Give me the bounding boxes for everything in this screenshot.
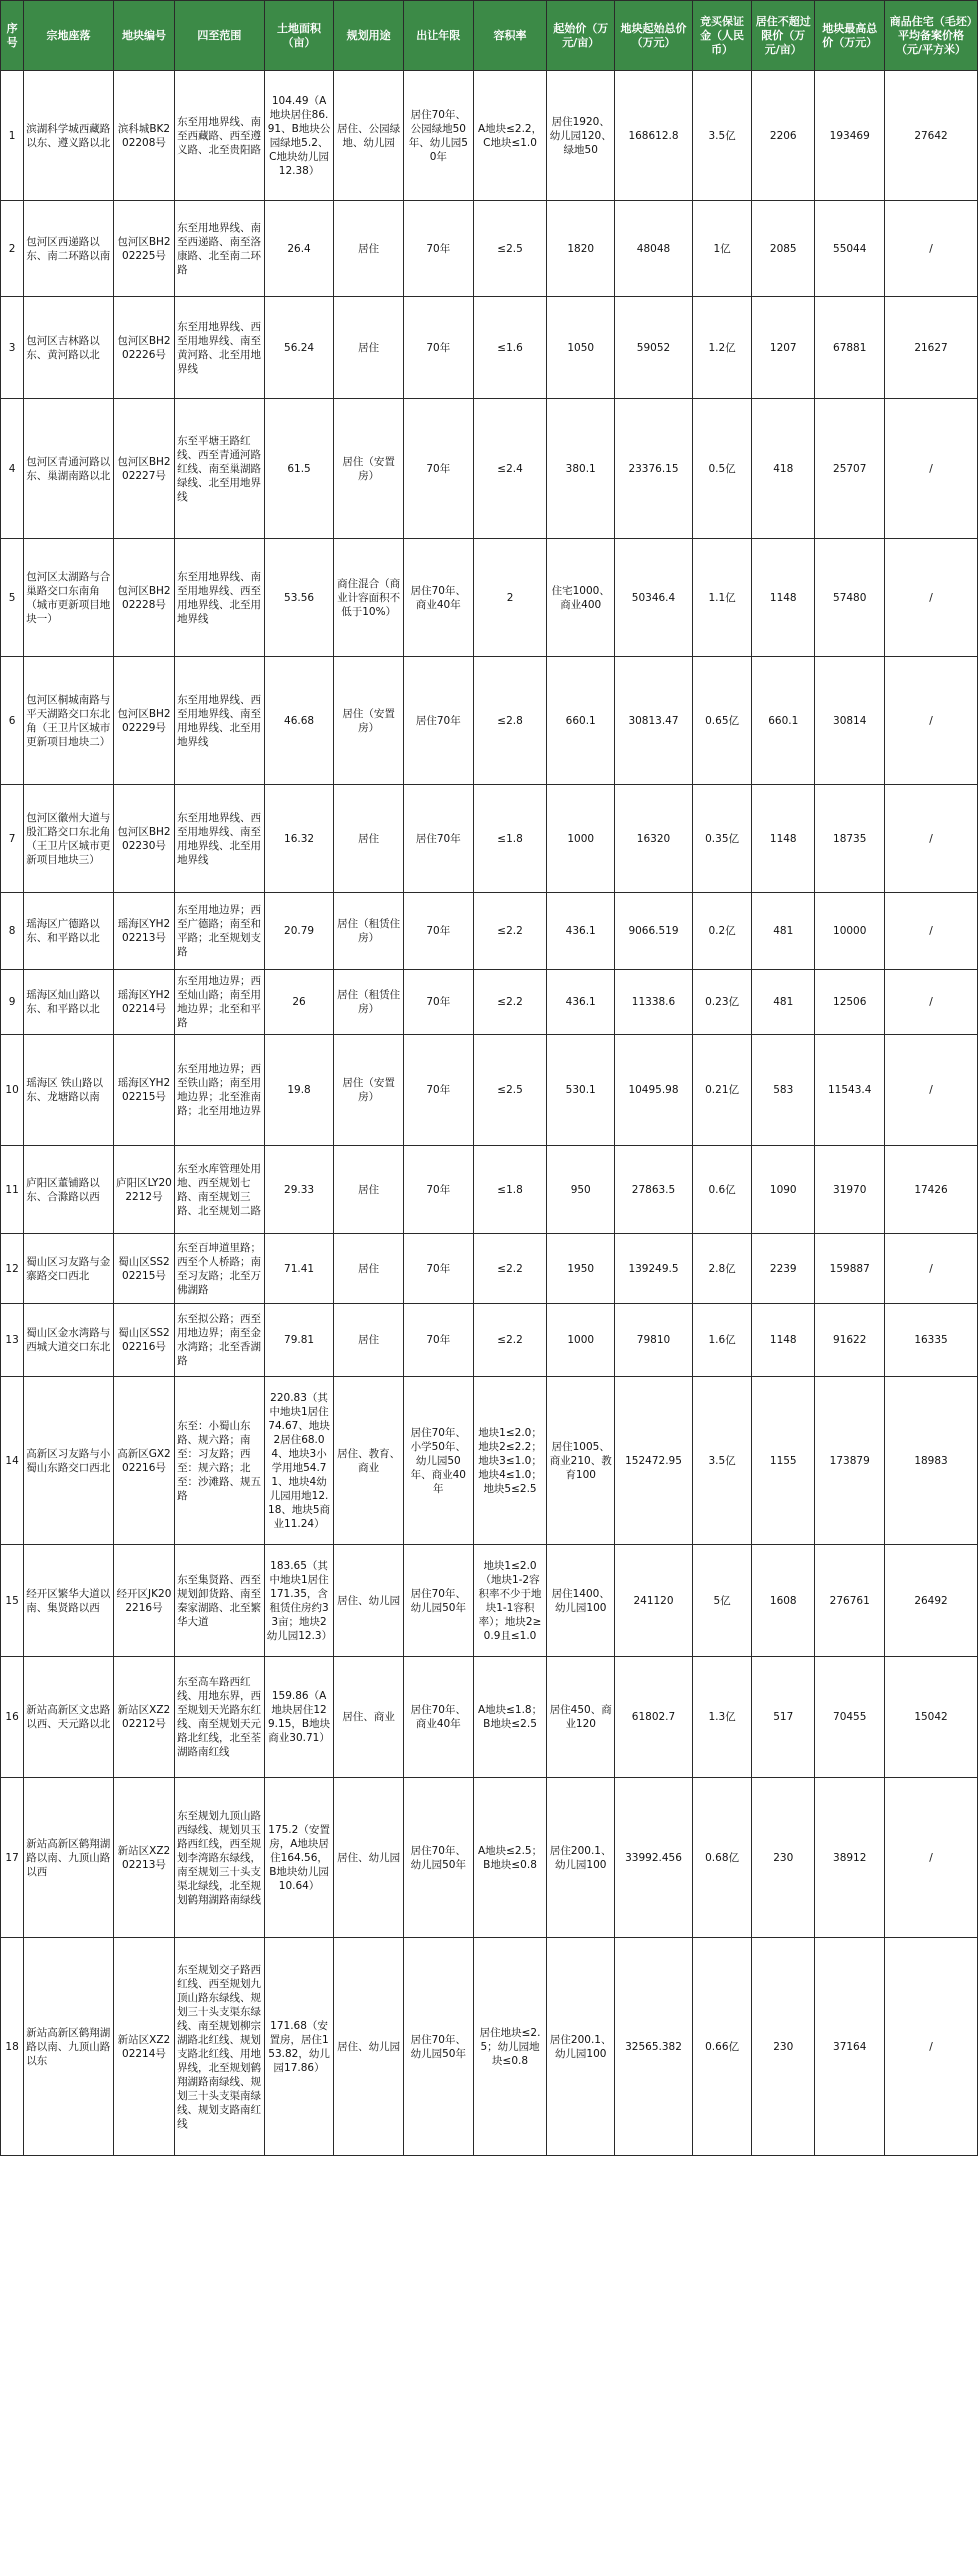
cell-avg-price: 18983 [885, 1377, 978, 1545]
cell-years: 70年 [403, 201, 473, 297]
cell-far: ≤2.8 [473, 657, 547, 785]
cell-use: 居住、幼儿园 [334, 1545, 404, 1657]
cell-far: ≤2.5 [473, 1035, 547, 1146]
cell-start-total: 16320 [614, 785, 692, 893]
cell-use: 居住、幼儿园 [334, 1778, 404, 1938]
cell-far: ≤1.6 [473, 297, 547, 399]
cell-years: 居住70年 [403, 785, 473, 893]
header-row [1, 1, 978, 71]
cell-deposit: 0.6亿 [693, 1146, 752, 1234]
cell-deposit: 5亿 [693, 1545, 752, 1657]
cell-bounds: 东至用地界线、西至用地界线、南至用地界线、北至用地界线 [175, 657, 265, 785]
cell-location: 蜀山区金水湾路与西城大道交口东北 [24, 1304, 114, 1377]
table-row [1, 1657, 978, 1778]
cell-no: 3 [1, 297, 24, 399]
cell-start-total: 139249.5 [614, 1234, 692, 1304]
cell-area: 71.41 [264, 1234, 334, 1304]
cell-code: 瑶海区YH202215号 [113, 1035, 174, 1146]
table-row [1, 1304, 978, 1377]
cell-cap-price: 2085 [752, 201, 815, 297]
cell-far: A地块≤2.5；B地块≤0.8 [473, 1778, 547, 1938]
cell-location: 包河区徽州大道与殷汇路交口东北角（王卫片区城市更新项目地块三） [24, 785, 114, 893]
header-deposit: 竞买保证金（人民币） [693, 1, 752, 71]
cell-start-total: 32565.382 [614, 1938, 692, 2156]
cell-use: 居住、教育、商业 [334, 1377, 404, 1545]
cell-start-price: 居住200.1、幼儿园100 [547, 1778, 615, 1938]
cell-max-total: 38912 [815, 1778, 885, 1938]
cell-avg-price: / [885, 893, 978, 970]
cell-location: 包河区西递路以东、南二环路以南 [24, 201, 114, 297]
table-row [1, 970, 978, 1035]
cell-cap-price: 2239 [752, 1234, 815, 1304]
cell-years: 70年 [403, 297, 473, 399]
cell-no: 15 [1, 1545, 24, 1657]
cell-avg-price: 16335 [885, 1304, 978, 1377]
cell-no: 10 [1, 1035, 24, 1146]
cell-start-price: 住宅1000、商业400 [547, 539, 615, 657]
cell-use: 居住、商业 [334, 1657, 404, 1778]
cell-bounds: 东至用地界线、南至用地界线、西至用地界线、北至用地界线 [175, 539, 265, 657]
cell-deposit: 1.3亿 [693, 1657, 752, 1778]
cell-area: 26.4 [264, 201, 334, 297]
cell-max-total: 67881 [815, 297, 885, 399]
cell-location: 新站高新区鹤翔湖路以南、九顶山路以西 [24, 1778, 114, 1938]
cell-max-total: 18735 [815, 785, 885, 893]
cell-start-total: 48048 [614, 201, 692, 297]
cell-start-price: 居住200.1、幼儿园100 [547, 1938, 615, 2156]
cell-max-total: 30814 [815, 657, 885, 785]
cell-code: 蜀山区SS202215号 [113, 1234, 174, 1304]
cell-avg-price: / [885, 970, 978, 1035]
cell-use: 居住 [334, 297, 404, 399]
cell-avg-price: / [885, 785, 978, 893]
cell-use: 居住 [334, 201, 404, 297]
cell-use: 居住（安置房） [334, 1035, 404, 1146]
cell-years: 70年 [403, 1146, 473, 1234]
cell-far: A地块≤2.2，C地块≤1.0 [473, 71, 547, 201]
table-row [1, 539, 978, 657]
cell-years: 居住70年、幼儿园50年 [403, 1545, 473, 1657]
cell-years: 居住70年、小学50年、幼儿园50年、商业40年 [403, 1377, 473, 1545]
cell-area: 104.49（A地块居住86.91、B地块公园绿地5.2、C地块幼儿园12.38） [264, 71, 334, 201]
cell-start-total: 59052 [614, 297, 692, 399]
cell-no: 14 [1, 1377, 24, 1545]
cell-no: 17 [1, 1778, 24, 1938]
cell-start-total: 152472.95 [614, 1377, 692, 1545]
cell-code: 瑶海区YH202214号 [113, 970, 174, 1035]
cell-start-price: 1950 [547, 1234, 615, 1304]
cell-years: 居住70年 [403, 657, 473, 785]
table-row [1, 893, 978, 970]
cell-area: 220.83（其中地块1居住74.67、地块2居住68.04、地块3小学用地54.71、地块4幼儿园用地12.18、地块5商业11.24） [264, 1377, 334, 1545]
table-row [1, 201, 978, 297]
cell-code: 包河区BH202227号 [113, 399, 174, 539]
cell-start-total: 11338.6 [614, 970, 692, 1035]
cell-cap-price: 1207 [752, 297, 815, 399]
cell-far: ≤2.2 [473, 970, 547, 1035]
cell-avg-price: / [885, 1938, 978, 2156]
cell-max-total: 276761 [815, 1545, 885, 1657]
cell-start-price: 1820 [547, 201, 615, 297]
cell-area: 16.32 [264, 785, 334, 893]
cell-no: 1 [1, 71, 24, 201]
cell-start-price: 1000 [547, 785, 615, 893]
cell-years: 居住70年、公园绿地50年、幼儿园50年 [403, 71, 473, 201]
cell-start-price: 436.1 [547, 970, 615, 1035]
cell-deposit: 1.2亿 [693, 297, 752, 399]
cell-bounds: 东至百坤道里路；西至个人桥路；南至习友路；北至万佛湖路 [175, 1234, 265, 1304]
cell-far: 地块1≤2.0（地块1-2容积率不少于地块1-1容积率）；地块2≥0.9且≤1.0 [473, 1545, 547, 1657]
cell-area: 61.5 [264, 399, 334, 539]
cell-code: 新站区XZ202214号 [113, 1938, 174, 2156]
cell-deposit: 0.66亿 [693, 1938, 752, 2156]
cell-start-total: 50346.4 [614, 539, 692, 657]
cell-avg-price: / [885, 1234, 978, 1304]
cell-bounds: 东至拟公路；西至用地边界；南至金水湾路；北至香湖路 [175, 1304, 265, 1377]
cell-deposit: 0.65亿 [693, 657, 752, 785]
cell-location: 新站高新区鹤翔湖路以南、九顶山路以东 [24, 1938, 114, 2156]
cell-deposit: 0.2亿 [693, 893, 752, 970]
cell-years: 居住70年、商业40年 [403, 539, 473, 657]
cell-cap-price: 481 [752, 893, 815, 970]
cell-code: 包河区BH202230号 [113, 785, 174, 893]
cell-no: 2 [1, 201, 24, 297]
cell-max-total: 37164 [815, 1938, 885, 2156]
cell-avg-price: 27642 [885, 71, 978, 201]
cell-years: 70年 [403, 1035, 473, 1146]
cell-bounds: 东至平塘王路红线、西至青通河路红线、南至巢湖路绿线、北至用地界线 [175, 399, 265, 539]
cell-area: 175.2（安置房，A地块居住164.56，B地块幼儿园10.64） [264, 1778, 334, 1938]
cell-start-total: 61802.7 [614, 1657, 692, 1778]
cell-max-total: 193469 [815, 71, 885, 201]
cell-area: 19.8 [264, 1035, 334, 1146]
cell-location: 包河区太湖路与合巢路交口东南角（城市更新项目地块一） [24, 539, 114, 657]
cell-cap-price: 2206 [752, 71, 815, 201]
cell-location: 瑶海区 铁山路以东、龙塘路以南 [24, 1035, 114, 1146]
cell-max-total: 173879 [815, 1377, 885, 1545]
cell-start-total: 241120 [614, 1545, 692, 1657]
table-row [1, 71, 978, 201]
cell-location: 蜀山区习友路与金寨路交口西北 [24, 1234, 114, 1304]
cell-code: 包河区BH202226号 [113, 297, 174, 399]
table-row [1, 1146, 978, 1234]
header-avg-price: 商品住宅（毛坯）平均备案价格（元/平方米） [885, 1, 978, 71]
cell-no: 4 [1, 399, 24, 539]
cell-cap-price: 517 [752, 1657, 815, 1778]
cell-far: 2 [473, 539, 547, 657]
cell-far: ≤2.2 [473, 1304, 547, 1377]
cell-start-total: 33992.456 [614, 1778, 692, 1938]
cell-use: 居住（租赁住房） [334, 893, 404, 970]
cell-no: 18 [1, 1938, 24, 2156]
header-location: 宗地座落 [24, 1, 114, 71]
cell-code: 高新区GX202216号 [113, 1377, 174, 1545]
table-row [1, 1377, 978, 1545]
cell-code: 经开区JK202216号 [113, 1545, 174, 1657]
cell-max-total: 70455 [815, 1657, 885, 1778]
cell-area: 171.68（安置房，居住153.82，幼儿园17.86） [264, 1938, 334, 2156]
header-use: 规划用途 [334, 1, 404, 71]
cell-years: 70年 [403, 1234, 473, 1304]
cell-cap-price: 418 [752, 399, 815, 539]
header-start-total: 地块起始总价（万元） [614, 1, 692, 71]
header-no: 序号 [1, 1, 24, 71]
table-body [1, 71, 978, 2156]
cell-use: 商住混合（商业计容面积不低于10%） [334, 539, 404, 657]
cell-cap-price: 1148 [752, 539, 815, 657]
cell-start-price: 950 [547, 1146, 615, 1234]
cell-cap-price: 230 [752, 1778, 815, 1938]
cell-use: 居住、幼儿园 [334, 1938, 404, 2156]
table-row [1, 1778, 978, 1938]
cell-avg-price: / [885, 539, 978, 657]
cell-far: A地块≤1.8；B地块≤2.5 [473, 1657, 547, 1778]
cell-start-price: 居住1400、幼儿园100 [547, 1545, 615, 1657]
cell-use: 居住 [334, 1234, 404, 1304]
cell-years: 70年 [403, 1304, 473, 1377]
cell-bounds: 东至用地界线、西至用地界线、南至用地界线、北至用地界线 [175, 785, 265, 893]
cell-no: 16 [1, 1657, 24, 1778]
cell-avg-price: / [885, 1778, 978, 1938]
header-bounds: 四至范围 [175, 1, 265, 71]
cell-far: ≤2.2 [473, 893, 547, 970]
cell-start-price: 380.1 [547, 399, 615, 539]
table-row [1, 1545, 978, 1657]
cell-location: 高新区习友路与小蜀山东路交口西北 [24, 1377, 114, 1545]
cell-code: 庐阳区LY202212号 [113, 1146, 174, 1234]
header-code: 地块编号 [113, 1, 174, 71]
cell-max-total: 31970 [815, 1146, 885, 1234]
cell-no: 7 [1, 785, 24, 893]
header-area: 土地面积（亩） [264, 1, 334, 71]
cell-avg-price: / [885, 201, 978, 297]
cell-avg-price: 15042 [885, 1657, 978, 1778]
cell-no: 5 [1, 539, 24, 657]
cell-start-total: 168612.8 [614, 71, 692, 201]
cell-start-price: 居住1005、商业210、教育100 [547, 1377, 615, 1545]
cell-code: 滨科城BK202208号 [113, 71, 174, 201]
cell-area: 56.24 [264, 297, 334, 399]
table-row [1, 399, 978, 539]
cell-deposit: 2.8亿 [693, 1234, 752, 1304]
cell-years: 居住70年、幼儿园50年 [403, 1778, 473, 1938]
cell-start-total: 79810 [614, 1304, 692, 1377]
table-row [1, 657, 978, 785]
cell-avg-price: / [885, 1035, 978, 1146]
cell-area: 26 [264, 970, 334, 1035]
cell-start-total: 10495.98 [614, 1035, 692, 1146]
header-years: 出让年限 [403, 1, 473, 71]
cell-deposit: 0.5亿 [693, 399, 752, 539]
cell-bounds: 东至规划交子路西红线、西至规划九顶山路东绿线、规划三十头支渠东绿线、南至规划柳宗湖路北红线、规划支路北红线、用地界线，北至规划鹤翔湖路南绿线、规划三十头支渠南绿线、规划支路南红线 [175, 1938, 265, 2156]
cell-location: 包河区桐城南路与平天湖路交口东北角（王卫片区城市更新项目地块二） [24, 657, 114, 785]
cell-avg-price: 17426 [885, 1146, 978, 1234]
cell-bounds: 东至规划九顶山路西绿线、规划贝玉路西红线，西至规划李湾路东绿线，南至规划三十头支渠北绿线，北至规划鹤翔湖路南绿线 [175, 1778, 265, 1938]
cell-max-total: 55044 [815, 201, 885, 297]
cell-deposit: 0.35亿 [693, 785, 752, 893]
cell-area: 159.86（A地块居住129.15，B地块商业30.71） [264, 1657, 334, 1778]
cell-code: 瑶海区YH202213号 [113, 893, 174, 970]
cell-far: 地块1≤2.0；地块2≤2.2；地块3≤1.0；地块4≤1.0；地块5≤2.5 [473, 1377, 547, 1545]
cell-bounds: 东至用地界线、南至西递路、南至洛康路、北至南二环路 [175, 201, 265, 297]
table-row [1, 1234, 978, 1304]
cell-far: ≤2.4 [473, 399, 547, 539]
cell-cap-price: 583 [752, 1035, 815, 1146]
cell-no: 11 [1, 1146, 24, 1234]
cell-code: 蜀山区SS202216号 [113, 1304, 174, 1377]
cell-max-total: 57480 [815, 539, 885, 657]
cell-location: 瑶海区广德路以东、和平路以北 [24, 893, 114, 970]
cell-max-total: 159887 [815, 1234, 885, 1304]
cell-no: 13 [1, 1304, 24, 1377]
cell-cap-price: 1148 [752, 785, 815, 893]
cell-area: 29.33 [264, 1146, 334, 1234]
cell-start-price: 1000 [547, 1304, 615, 1377]
cell-code: 包河区BH202229号 [113, 657, 174, 785]
cell-far: ≤1.8 [473, 1146, 547, 1234]
cell-deposit: 3.5亿 [693, 71, 752, 201]
cell-bounds: 东至用地界线、西至用地界线、南至黄河路、北至用地界线 [175, 297, 265, 399]
cell-max-total: 12506 [815, 970, 885, 1035]
cell-code: 包河区BH202225号 [113, 201, 174, 297]
table-row [1, 297, 978, 399]
cell-far: ≤2.5 [473, 201, 547, 297]
cell-use: 居住（租赁住房） [334, 970, 404, 1035]
cell-bounds: 东至用地边界；西至广德路；南至和平路；北至规划支路 [175, 893, 265, 970]
cell-cap-price: 230 [752, 1938, 815, 2156]
cell-deposit: 0.68亿 [693, 1778, 752, 1938]
table-row [1, 1938, 978, 2156]
header-cap-price: 居住不超过限价（万元/亩） [752, 1, 815, 71]
cell-area: 53.56 [264, 539, 334, 657]
cell-start-price: 居住1920、幼儿园120、绿地50 [547, 71, 615, 201]
cell-cap-price: 1148 [752, 1304, 815, 1377]
cell-bounds: 东至水库管理处用地、西至规划七路、南至规划三路、北至规划二路 [175, 1146, 265, 1234]
cell-no: 12 [1, 1234, 24, 1304]
header-start-price: 起始价（万元/亩） [547, 1, 615, 71]
cell-location: 新站高新区文忠路以西、天元路以北 [24, 1657, 114, 1778]
cell-far: ≤2.2 [473, 1234, 547, 1304]
cell-start-price: 530.1 [547, 1035, 615, 1146]
cell-bounds: 东至集贤路、西至规划卸货路、南至秦家湖路、北至繁华大道 [175, 1545, 265, 1657]
cell-location: 包河区吉林路以东、黄河路以北 [24, 297, 114, 399]
header-max-total: 地块最高总价（万元） [815, 1, 885, 71]
cell-bounds: 东至高车路西红线、用地东界，西至规划天光路东红线、南至规划天元路北红线，北至荃湖路南红线 [175, 1657, 265, 1778]
cell-years: 居住70年、幼儿园50年 [403, 1938, 473, 2156]
cell-location: 包河区青通河路以东、巢湖南路以北 [24, 399, 114, 539]
cell-far: 居住地块≤2.5；幼儿园地块≤0.8 [473, 1938, 547, 2156]
cell-cap-price: 1090 [752, 1146, 815, 1234]
cell-max-total: 25707 [815, 399, 885, 539]
cell-use: 居住（安置房） [334, 399, 404, 539]
cell-use: 居住 [334, 1146, 404, 1234]
cell-max-total: 10000 [815, 893, 885, 970]
cell-use: 居住 [334, 785, 404, 893]
cell-avg-price: / [885, 399, 978, 539]
cell-area: 183.65（其中地块1居住171.35，含租赁住房约33亩；地块2幼儿园12.3） [264, 1545, 334, 1657]
cell-no: 8 [1, 893, 24, 970]
cell-start-total: 27863.5 [614, 1146, 692, 1234]
cell-cap-price: 1155 [752, 1377, 815, 1545]
cell-deposit: 3.5亿 [693, 1377, 752, 1545]
cell-code: 新站区XZ202213号 [113, 1778, 174, 1938]
cell-use: 居住、公园绿地、幼儿园 [334, 71, 404, 201]
cell-start-price: 1050 [547, 297, 615, 399]
table-row [1, 785, 978, 893]
cell-years: 居住70年、商业40年 [403, 1657, 473, 1778]
cell-max-total: 11543.4 [815, 1035, 885, 1146]
header-far: 容积率 [473, 1, 547, 71]
cell-no: 6 [1, 657, 24, 785]
cell-area: 79.81 [264, 1304, 334, 1377]
cell-deposit: 1.6亿 [693, 1304, 752, 1377]
cell-years: 70年 [403, 893, 473, 970]
cell-cap-price: 481 [752, 970, 815, 1035]
cell-bounds: 东至用地边界；西至灿山路；南至用地边界；北至和平路 [175, 970, 265, 1035]
cell-deposit: 0.21亿 [693, 1035, 752, 1146]
cell-use: 居住（安置房） [334, 657, 404, 785]
cell-area: 20.79 [264, 893, 334, 970]
cell-no: 9 [1, 970, 24, 1035]
cell-max-total: 91622 [815, 1304, 885, 1377]
cell-area: 46.68 [264, 657, 334, 785]
cell-bounds: 东至：小蜀山东路、规六路；南至：习友路；西至：规六路；北至：沙滩路、规五路 [175, 1377, 265, 1545]
cell-location: 庐阳区董铺路以东、合滁路以西 [24, 1146, 114, 1234]
cell-deposit: 1亿 [693, 201, 752, 297]
cell-start-price: 660.1 [547, 657, 615, 785]
cell-start-price: 居住450、商业120 [547, 1657, 615, 1778]
cell-avg-price: 26492 [885, 1545, 978, 1657]
cell-far: ≤1.8 [473, 785, 547, 893]
cell-location: 经开区繁华大道以南、集贤路以西 [24, 1545, 114, 1657]
cell-code: 新站区XZ202212号 [113, 1657, 174, 1778]
cell-deposit: 0.23亿 [693, 970, 752, 1035]
cell-start-price: 436.1 [547, 893, 615, 970]
cell-start-total: 9066.519 [614, 893, 692, 970]
cell-bounds: 东至用地边界；西至铁山路；南至用地边界；北至淮南路；北至用地边界 [175, 1035, 265, 1146]
cell-deposit: 1.1亿 [693, 539, 752, 657]
cell-start-total: 30813.47 [614, 657, 692, 785]
cell-avg-price: 21627 [885, 297, 978, 399]
cell-years: 70年 [403, 970, 473, 1035]
cell-avg-price: / [885, 657, 978, 785]
table-row [1, 1035, 978, 1146]
cell-start-total: 23376.15 [614, 399, 692, 539]
cell-years: 70年 [403, 399, 473, 539]
cell-use: 居住 [334, 1304, 404, 1377]
cell-location: 瑶海区灿山路以东、和平路以北 [24, 970, 114, 1035]
cell-code: 包河区BH202228号 [113, 539, 174, 657]
cell-cap-price: 660.1 [752, 657, 815, 785]
cell-location: 滨湖科学城西藏路以东、遵义路以北 [24, 71, 114, 201]
cell-cap-price: 1608 [752, 1545, 815, 1657]
cell-bounds: 东至用地界线、南至西藏路、西至遵义路、北至贵阳路 [175, 71, 265, 201]
